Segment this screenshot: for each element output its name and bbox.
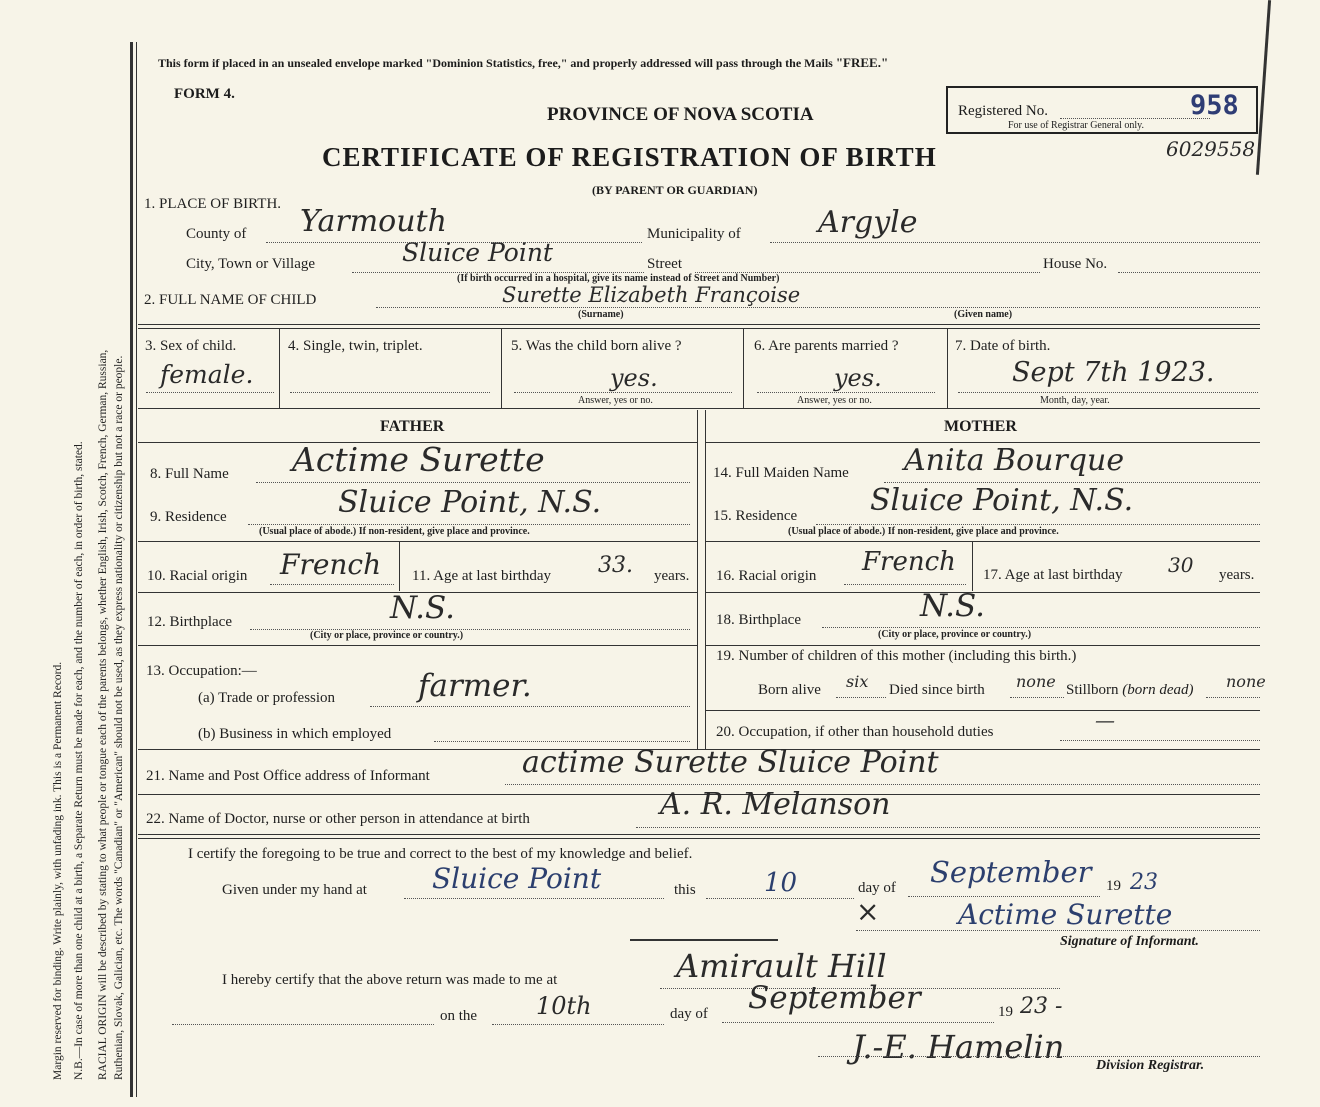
registrar-place-value: Amirault Hill xyxy=(676,947,887,985)
mother-birthplace-value: N.S. xyxy=(920,588,985,624)
certify-day-value: 10 xyxy=(764,868,798,898)
page-title: CERTIFICATE OF REGISTRATION OF BIRTH xyxy=(322,142,937,172)
father-birthplace-label: 12. Birthplace xyxy=(147,614,232,630)
date-of-birth-note: Month, day, year. xyxy=(1040,395,1110,406)
children-count-label: 19. Number of children of this mother (including this birth.) xyxy=(716,648,1077,664)
child-name-value: Surette Elizabeth Françoise xyxy=(502,283,801,307)
form-number: FORM 4. xyxy=(174,86,235,102)
father-birthplace-note: (City or place, province or country.) xyxy=(310,630,464,641)
house-number-label: House No. xyxy=(1043,256,1108,272)
registered-number: 958 xyxy=(1190,90,1239,121)
registrar-year-prefix: 19 xyxy=(998,1004,1013,1020)
registrar-month-value: September xyxy=(748,980,921,1016)
binding-margin-line-inner xyxy=(136,42,137,1097)
on-the-label: on the xyxy=(440,1008,478,1024)
certify-year-prefix: 19 xyxy=(1106,878,1121,894)
father-racial-label: 10. Racial origin xyxy=(147,568,248,584)
father-abode-note: (Usual place of abode.) If non-resident, give place and province. xyxy=(259,526,530,537)
informant-signature-label: Signature of Informant. xyxy=(1060,934,1199,949)
trade-value: farmer. xyxy=(418,668,532,704)
informant-value: actime Surette Sluice Point xyxy=(522,745,939,780)
mother-racial-label: 16. Racial origin xyxy=(716,568,817,584)
father-racial-value: French xyxy=(280,548,382,581)
father-age-value: 33. xyxy=(598,553,633,578)
margin-note-3: RACIAL ORIGIN will be described by stating to what people or tongue each of the parents belongs, whether English, Irish, Scotch, French, German, Russian, xyxy=(97,349,109,1080)
doctor-label: 22. Name of Doctor, nurse or other person in attendance at birth xyxy=(146,811,530,827)
registrar-signature-value: J.-E. Hamelin xyxy=(852,1028,1065,1066)
mother-age-years: years. xyxy=(1219,567,1255,583)
born-alive-count-value: six xyxy=(846,672,869,691)
mother-abode-note: (Usual place of abode.) If non-resident, give place and province. xyxy=(788,526,1059,537)
margin-note-2: N.B.—In case of more than one child at a birth, a Separate Return must be made for each, and the number of each, in order of birth, stated. xyxy=(73,441,85,1080)
mother-heading: MOTHER xyxy=(944,418,1017,435)
stamp-number: 6029558 xyxy=(1166,137,1256,161)
born-alive-count-label: Born alive xyxy=(758,682,821,698)
this-label: this xyxy=(674,882,696,898)
stillborn-value: none xyxy=(1226,672,1266,691)
business-label: (b) Business in which employed xyxy=(198,726,392,742)
registrar-signature-label: Division Registrar. xyxy=(1096,1058,1205,1073)
hospital-note: (If birth occurred in a hospital, give its name instead of Street and Number) xyxy=(457,273,780,284)
given-place-value: Sluice Point xyxy=(432,862,602,895)
mother-name-value: Anita Bourque xyxy=(904,443,1125,478)
margin-note-4: Ruthenian, Slovak, Galician, etc. The words "Canadian" or "American" should not be used, as they express nationality or citizenship but not a race or people. xyxy=(113,355,125,1080)
registrar-day-of-label: day of xyxy=(670,1006,708,1022)
date-of-birth-label: 7. Date of birth. xyxy=(955,338,1051,354)
parents-married-label: 6. Are parents married ? xyxy=(754,338,899,354)
mother-residence-label: 15. Residence xyxy=(713,508,798,524)
father-name-value: Actime Surette xyxy=(292,440,545,479)
informant-label: 21. Name and Post Office address of Informant xyxy=(146,768,430,784)
margin-note-1: Margin reserved for binding. Write plainly, with unfading ink. This is a Permanent Record. xyxy=(52,661,64,1080)
informant-signature-value: Actime Surette xyxy=(958,898,1173,931)
mother-residence-value: Sluice Point, N.S. xyxy=(870,483,1134,518)
parents-married-note: Answer, yes or no. xyxy=(797,395,872,406)
registered-note: For use of Registrar General only. xyxy=(1008,120,1144,131)
father-residence-value: Sluice Point, N.S. xyxy=(338,485,602,520)
municipality-label: Municipality of xyxy=(647,226,741,242)
city-label: City, Town or Village xyxy=(186,256,316,272)
father-name-label: 8. Full Name xyxy=(150,466,229,482)
binding-margin-line xyxy=(130,42,133,1097)
divider xyxy=(630,939,778,941)
father-age-years: years. xyxy=(654,568,690,584)
child-name-label: 2. FULL NAME OF CHILD xyxy=(144,292,317,308)
born-alive-value: yes. xyxy=(610,364,658,392)
father-occupation-label: 13. Occupation:— xyxy=(146,663,257,679)
registered-label: Registered No. xyxy=(958,103,1048,119)
margin-mark-line xyxy=(1256,0,1271,175)
mother-birthplace-label: 18. Birthplace xyxy=(716,612,801,628)
given-name-note: (Given name) xyxy=(954,309,1013,320)
parents-married-value: yes. xyxy=(834,364,882,392)
given-under-label: Given under my hand at xyxy=(222,882,367,898)
mail-notice: This form if placed in an unsealed envelope marked "Dominion Statistics, free," and properly addressed will pass through the Mails "FREE." xyxy=(158,55,889,70)
died-since-birth-value: none xyxy=(1016,672,1056,691)
died-since-birth-label: Died since birth xyxy=(889,682,985,698)
mother-birthplace-note: (City or place, province or country.) xyxy=(878,629,1032,640)
registrar-year-value: 23 - xyxy=(1020,994,1063,1019)
sex-value: female. xyxy=(160,360,254,389)
father-residence-label: 9. Residence xyxy=(150,509,227,525)
street-label: Street xyxy=(647,256,682,272)
registrar-day-value: 10th xyxy=(536,992,592,1020)
father-birthplace-value: N.S. xyxy=(390,590,455,626)
city-value: Sluice Point xyxy=(402,238,553,267)
registered-number-box xyxy=(946,86,1258,134)
county-value: Yarmouth xyxy=(300,204,447,239)
trade-label: (a) Trade or profession xyxy=(198,690,336,706)
certify-month-value: September xyxy=(930,855,1092,889)
certify-day-of-label: day of xyxy=(858,880,896,896)
mother-occupation-value: — xyxy=(1095,708,1115,732)
plurality-label: 4. Single, twin, triplet. xyxy=(288,338,423,354)
place-of-birth-heading: 1. PLACE OF BIRTH. xyxy=(144,196,282,212)
date-of-birth-value: Sept 7th 1923. xyxy=(1012,357,1215,388)
county-label: County of xyxy=(186,226,247,242)
certify-statement: I certify the foregoing to be true and correct to the best of my knowledge and belief. xyxy=(188,846,693,862)
born-alive-note: Answer, yes or no. xyxy=(578,395,653,406)
surname-note: (Surname) xyxy=(578,309,624,320)
mother-occupation-label: 20. Occupation, if other than household duties xyxy=(716,724,994,740)
mother-racial-value: French xyxy=(862,547,956,577)
province-heading: PROVINCE OF NOVA SCOTIA xyxy=(547,104,814,125)
doctor-value: A. R. Melanson xyxy=(660,787,891,822)
page-subtitle: (BY PARENT OR GUARDIAN) xyxy=(592,183,758,197)
stillborn-label: Stillborn (born dead) xyxy=(1066,682,1194,698)
father-heading: FATHER xyxy=(380,418,445,435)
municipality-value: Argyle xyxy=(818,205,918,240)
certify-year-value: 23 xyxy=(1130,870,1158,895)
informant-mark: × xyxy=(856,895,880,928)
mother-age-label: 17. Age at last birthday xyxy=(983,567,1123,583)
mother-age-value: 30 xyxy=(1168,553,1194,577)
sex-label: 3. Sex of child. xyxy=(145,338,237,354)
father-age-label: 11. Age at last birthday xyxy=(412,568,551,584)
registrar-statement: I hereby certify that the above return was made to me at xyxy=(222,972,558,988)
born-alive-label: 5. Was the child born alive ? xyxy=(511,338,682,354)
mother-name-label: 14. Full Maiden Name xyxy=(713,465,849,481)
